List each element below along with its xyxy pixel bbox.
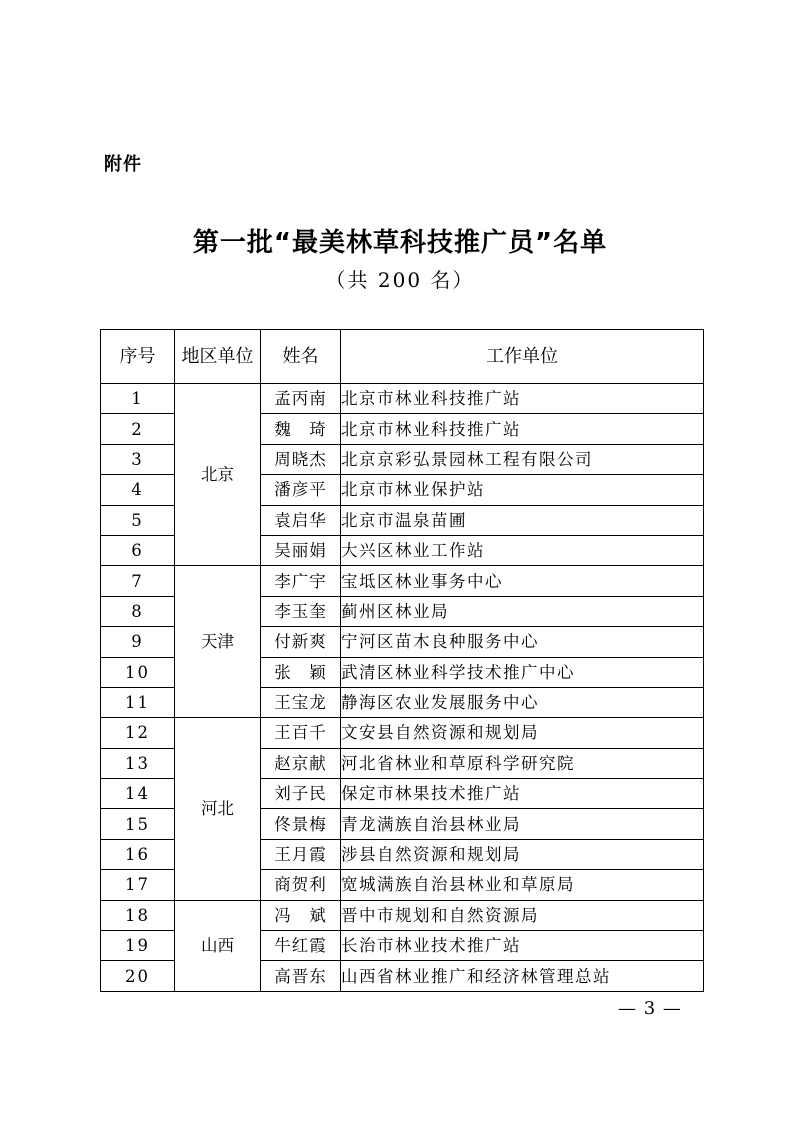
column-header-name: 姓名 [261,330,341,384]
cell-region: 天津 [175,566,261,718]
cell-region: 河北 [175,718,261,900]
cell-seq: 18 [101,900,175,930]
cell-seq: 6 [101,535,175,565]
cell-name: 王月霞 [261,839,341,869]
cell-seq: 17 [101,870,175,900]
cell-seq: 4 [101,475,175,505]
cell-name: 潘彦平 [261,475,341,505]
cell-unit: 北京市林业科技推广站 [341,414,704,444]
cell-unit: 涉县自然资源和规划局 [341,839,704,869]
cell-unit: 北京市温泉苗圃 [341,505,704,535]
cell-name: 牛红霞 [261,931,341,961]
roster-table [100,329,704,992]
cell-seq: 20 [101,961,175,991]
cell-unit: 长治市林业技术推广站 [341,931,704,961]
cell-name: 魏 琦 [261,414,341,444]
cell-unit: 青龙满族自治县林业局 [341,809,704,839]
column-header-unit: 工作单位 [341,330,704,384]
cell-unit: 武清区林业科学技术推广中心 [341,657,704,687]
cell-name: 袁启华 [261,505,341,535]
cell-name: 张 颖 [261,657,341,687]
table-row [101,566,704,596]
column-header-seq: 序号 [101,330,175,384]
cell-seq: 3 [101,444,175,474]
cell-name: 刘子民 [261,779,341,809]
table-header-row [101,330,704,384]
cell-region: 山西 [175,900,261,991]
cell-unit: 蓟州区林业局 [341,596,704,626]
cell-seq: 13 [101,748,175,778]
cell-unit: 北京市林业保护站 [341,475,704,505]
page-number: — 3 — [618,998,682,1019]
attachment-label: 附件 [104,154,142,175]
cell-name: 王百千 [261,718,341,748]
cell-unit: 宝坻区林业事务中心 [341,566,704,596]
table-row [101,900,704,930]
cell-unit: 文安县自然资源和规划局 [341,718,704,748]
cell-name: 王宝龙 [261,687,341,717]
cell-seq: 2 [101,414,175,444]
cell-unit: 大兴区林业工作站 [341,535,704,565]
cell-unit: 保定市林果技术推广站 [341,779,704,809]
cell-name: 李玉奎 [261,596,341,626]
column-header-region: 地区单位 [175,330,261,384]
cell-seq: 11 [101,687,175,717]
cell-name: 赵京献 [261,748,341,778]
cell-name: 付新爽 [261,627,341,657]
cell-seq: 1 [101,384,175,414]
cell-name: 吴丽娟 [261,535,341,565]
cell-unit: 宁河区苗木良种服务中心 [341,627,704,657]
cell-region: 北京 [175,384,261,566]
cell-unit: 山西省林业推广和经济林管理总站 [341,961,704,991]
cell-name: 孟丙南 [261,384,341,414]
cell-seq: 19 [101,931,175,961]
cell-unit: 宽城满族自治县林业和草原局 [341,870,704,900]
cell-name: 冯 斌 [261,900,341,930]
table-row [101,384,704,414]
cell-seq: 14 [101,779,175,809]
cell-unit: 北京京彩弘景园林工程有限公司 [341,444,704,474]
cell-unit: 静海区农业发展服务中心 [341,687,704,717]
cell-seq: 16 [101,839,175,869]
cell-seq: 10 [101,657,175,687]
cell-unit: 晋中市规划和自然资源局 [341,900,704,930]
table-body [101,384,704,992]
cell-name: 佟景梅 [261,809,341,839]
cell-unit: 北京市林业科技推广站 [341,384,704,414]
cell-name: 周晓杰 [261,444,341,474]
cell-name: 商贺利 [261,870,341,900]
cell-unit: 河北省林业和草原科学研究院 [341,748,704,778]
table-row [101,718,704,748]
cell-seq: 5 [101,505,175,535]
cell-seq: 12 [101,718,175,748]
document-subtitle: （共 200 名） [325,268,475,292]
cell-name: 高晋东 [261,961,341,991]
cell-seq: 7 [101,566,175,596]
cell-seq: 8 [101,596,175,626]
document-title: 第一批“最美林草科技推广员”名单 [192,228,608,258]
cell-name: 李广宇 [261,566,341,596]
cell-seq: 15 [101,809,175,839]
cell-seq: 9 [101,627,175,657]
